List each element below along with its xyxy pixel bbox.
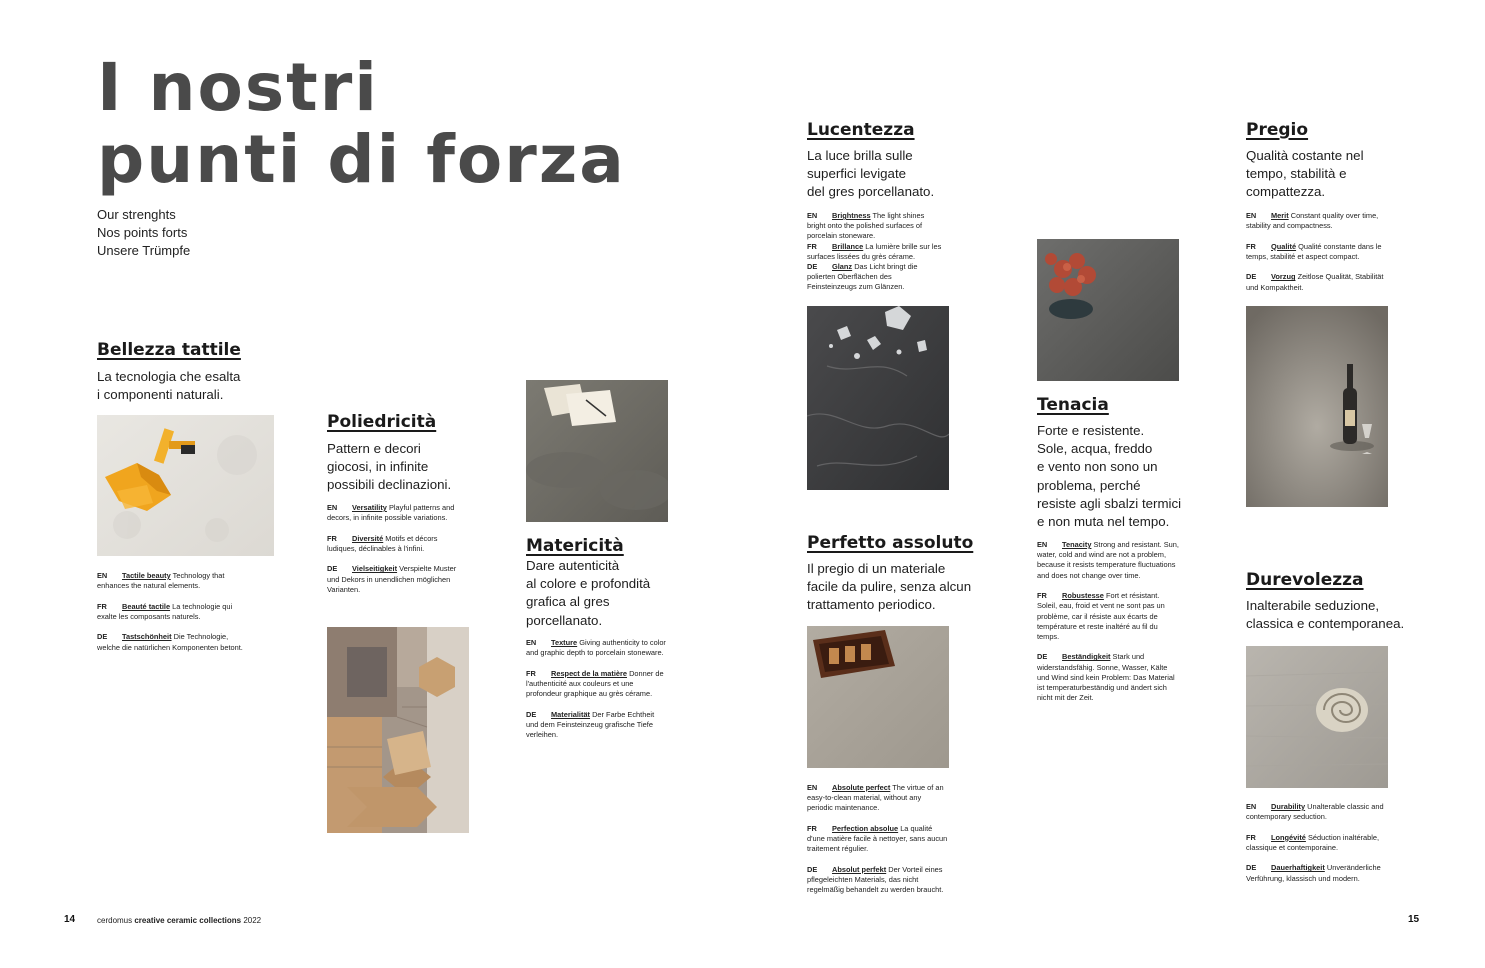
translation-term: Diversité — [352, 533, 384, 543]
translation-text: Constant quality over time, stability and compactness. — [1246, 211, 1379, 231]
translations-tenacia — [1037, 540, 1179, 714]
lead-line: e non muta nel tempo. — [1037, 514, 1170, 530]
translation-term: Durability — [1271, 802, 1306, 811]
translation-text: Playful patterns and decors, in infinite possible variations. — [327, 503, 455, 523]
language-code: FR — [807, 241, 817, 251]
translation-de — [526, 710, 668, 741]
translation-text: Motifs et décors ludiques, déclinables à l'infini. — [327, 533, 438, 553]
translation-fr — [327, 534, 469, 554]
lead-line: Sole, acqua, freddo — [1037, 441, 1153, 457]
translation-text: Die Technologie, welche die natürlichen Komponenten betont. — [97, 632, 243, 652]
photo-wooden-box — [807, 626, 949, 768]
translation-term: Merit — [1271, 211, 1289, 220]
translation-text: Qualité constante dans le temps, stabilité et aspect compact. — [1246, 241, 1382, 261]
lead-line: Dare autenticità — [526, 558, 620, 573]
translation-text: Strong and resistant. Sun, water, cold and wind are not a problem, because it resists temperature fluctuations and does not change over time. — [1037, 540, 1179, 580]
subtitle-de: Unsere Trümpfe — [97, 243, 191, 258]
section-lead — [1037, 422, 1227, 531]
translation-text: La technologie qui exalte les composants naturels. — [97, 601, 233, 621]
translations-lucentezza — [807, 211, 943, 293]
lead-line: i componenti naturali. — [97, 387, 224, 403]
translation-de — [807, 865, 949, 896]
translation-term: Respect de la matière — [551, 668, 627, 678]
translations-poliedricita — [327, 503, 469, 605]
translation-text: La lumière brille sur les surfaces lissées du grès cérame. — [807, 241, 942, 261]
language-code: EN — [807, 211, 818, 220]
translation-fr — [97, 602, 245, 622]
subtitle-fr: Nos points forts — [97, 225, 188, 240]
footer-brand: cerdomus — [97, 916, 133, 925]
translation-text: The light shines bright onto the polished surfaces of porcelain stoneware. — [807, 211, 925, 241]
page-title — [97, 49, 626, 198]
language-code: EN — [1037, 540, 1048, 549]
translation-text: The virtue of an easy-to-clean material, without any periodic maintenance. — [807, 783, 944, 813]
lead-line: Pattern e decori — [327, 441, 421, 456]
language-code: FR — [1246, 832, 1256, 842]
translation-term: Vielseitigkeit — [352, 564, 398, 574]
translation-term: Beständigkeit — [1062, 652, 1111, 662]
translation-en — [97, 571, 245, 591]
photo-crystals-stone — [807, 306, 949, 490]
lead-line: tempo, stabilità e — [1246, 166, 1347, 182]
translation-term: Materialität — [551, 709, 591, 719]
translation-fr — [807, 242, 943, 262]
language-code: DE — [807, 864, 818, 874]
section-lead — [97, 368, 287, 404]
translation-text: La qualité d'une matière facile à nettoyer, sans aucun traitement régulier. — [807, 823, 948, 854]
translation-text: Donner de l'authenticité aux couleurs et une profondeur graphique au grès cérame. — [526, 668, 664, 699]
lead-line: del gres porcellanato. — [807, 184, 935, 200]
translation-text: Fort et résistant. Soleil, eau, froid et vent ne sont pas un problème, car il résiste aux écarts de température et reste inaltéré au fil du temps. — [1037, 591, 1165, 641]
lead-line: e vento non sono un — [1037, 459, 1158, 475]
language-code: DE — [1246, 863, 1257, 873]
translation-term: Robustesse — [1062, 591, 1104, 601]
photo-stone-letter — [526, 380, 668, 522]
section-lead — [1246, 597, 1436, 633]
page-number-right: 15 — [1408, 914, 1420, 925]
translation-en — [807, 211, 943, 242]
translation-text: Stark und widerstandsfähig. Sonne, Wasser, Kälte und Wind sind kein Problem: Das Material ist temperaturbeständig und ändert sich nicht mit der Zeit. — [1037, 652, 1175, 703]
lead-line: giocosi, in infinite — [327, 459, 429, 475]
translation-de — [1246, 272, 1396, 292]
language-code: DE — [1246, 272, 1257, 282]
translation-term: Texture — [551, 638, 578, 647]
section-lead — [526, 557, 706, 630]
translations-durevolezza — [1246, 802, 1388, 894]
language-code: EN — [97, 571, 108, 580]
translation-de — [327, 564, 469, 595]
lead-line: Forte e resistente. — [1037, 423, 1145, 438]
section-lead — [807, 147, 997, 202]
lead-line: porcellanato. — [526, 612, 603, 628]
photo-ammonite-fossil — [1246, 646, 1388, 788]
lead-line: classica e contemporanea. — [1246, 616, 1405, 632]
translation-text: Zeitlose Qualität, Stabilität und Kompaktheit. — [1246, 272, 1384, 292]
translations-bellezza — [97, 571, 245, 663]
translation-en — [327, 503, 469, 523]
lead-line: grafica al gres — [526, 594, 610, 610]
lead-line: compattezza. — [1246, 184, 1326, 200]
section-lead — [807, 560, 997, 615]
lead-line: al colore e profondità — [526, 576, 651, 592]
translation-fr — [1246, 833, 1388, 853]
translation-en — [807, 783, 949, 814]
photo-wine-bottle — [1246, 306, 1388, 507]
footer-collection: creative ceramic collections — [134, 916, 242, 925]
lead-line: superfici levigate — [807, 166, 907, 182]
translation-term: Vorzug — [1271, 272, 1296, 282]
translation-text: Der Farbe Echtheit und dem Feinsteinzeug grafische Tiefe verleihen. — [526, 709, 655, 740]
lead-line: Il pregio di un materiale — [807, 561, 946, 576]
translation-term: Qualité — [1271, 241, 1297, 251]
section-heading: Perfetto assoluto — [807, 533, 974, 553]
section-heading: Poliedricità — [327, 412, 437, 432]
language-code: EN — [807, 783, 818, 792]
translation-fr — [807, 824, 949, 855]
title-line-1: I nostri — [97, 49, 379, 126]
translation-fr — [526, 669, 668, 700]
section-matericita — [526, 536, 706, 630]
footer-year: 2022 — [243, 916, 262, 925]
translation-text: Unveränderliche Verführung, klassisch und modern. — [1246, 863, 1381, 883]
subtitle-en: Our strenghts — [97, 207, 176, 222]
translation-de — [97, 632, 245, 652]
section-heading: Matericità — [526, 536, 624, 556]
translation-text: Das Licht bringt die polierten Oberflächen des Feinsteinzeugs zum Glänzen. — [807, 262, 918, 292]
translations-pregio — [1246, 211, 1396, 303]
translation-en — [526, 638, 668, 658]
lead-line: resiste agli sbalzi termici — [1037, 495, 1182, 511]
language-code: EN — [526, 638, 537, 647]
section-poliedricita — [327, 412, 507, 495]
section-heading: Lucentezza — [807, 120, 915, 140]
language-code: EN — [1246, 802, 1257, 811]
translation-text: Technology that enhances the natural elements. — [97, 571, 225, 591]
translation-term: Absolut perfekt — [832, 864, 887, 874]
lead-line: possibili declinazioni. — [327, 477, 452, 493]
language-code: DE — [1037, 652, 1048, 662]
section-pregio — [1246, 120, 1436, 202]
title-line-2: punti di forza — [97, 121, 626, 198]
photo-flower-stone — [1037, 239, 1179, 381]
section-heading: Tenacia — [1037, 395, 1109, 415]
lead-line: facile da pulire, senza alcun — [807, 579, 972, 595]
translation-term: Glanz — [832, 262, 853, 272]
language-code: FR — [1037, 591, 1047, 601]
language-code: DE — [97, 632, 108, 642]
translation-text: Der Vorteil eines pflegeleichten Materials, das nicht regelmäßig behandelt zu werden braucht. — [807, 864, 944, 895]
lead-line: La luce brilla sulle — [807, 148, 913, 163]
lead-line: trattamento periodico. — [807, 597, 936, 613]
section-lead — [1246, 147, 1436, 202]
translation-en — [1037, 540, 1179, 581]
translation-fr — [1037, 591, 1179, 642]
language-code: FR — [97, 601, 107, 611]
translation-text: Unalterable classic and contemporary seduction. — [1246, 802, 1384, 822]
section-heading: Bellezza tattile — [97, 340, 241, 360]
translation-term: Longévité — [1271, 832, 1306, 842]
lead-line: problema, perché — [1037, 477, 1141, 493]
photo-patterned-tiles — [327, 627, 469, 833]
translation-text: Giving authenticity to color and graphic depth to porcelain stoneware. — [526, 638, 666, 658]
translation-term: Dauerhaftigkeit — [1271, 863, 1325, 873]
translation-de — [807, 262, 943, 293]
translation-term: Brightness — [832, 211, 871, 220]
translation-term: Perfection absolue — [832, 823, 899, 833]
translation-term: Brillance — [832, 241, 864, 251]
section-lucentezza — [807, 120, 997, 202]
section-bellezza — [97, 340, 287, 404]
language-code: FR — [1246, 241, 1256, 251]
section-heading: Durevolezza — [1246, 570, 1364, 590]
lead-line: La tecnologia che esalta — [97, 369, 241, 384]
language-code: FR — [807, 823, 817, 833]
translation-en — [1246, 802, 1388, 822]
section-perfetto — [807, 533, 997, 615]
translation-term: Absolute perfect — [832, 783, 891, 792]
section-durevolezza — [1246, 570, 1436, 633]
translation-term: Versatility — [352, 503, 387, 512]
language-code: DE — [807, 262, 818, 272]
language-code: FR — [327, 533, 337, 543]
translation-text: Verspielte Muster und Dekors in unendlichen möglichen Varianten. — [327, 564, 457, 594]
photo-tactile-toys — [97, 415, 274, 556]
language-code: FR — [526, 668, 536, 678]
page-number-left: 14 — [64, 914, 76, 925]
translation-de — [1246, 863, 1388, 883]
translation-term: Tastschönheit — [122, 632, 172, 642]
language-code: DE — [526, 709, 537, 719]
footer-credits — [97, 916, 261, 925]
lead-line: Inalterabile seduzione, — [1246, 598, 1380, 613]
translation-term: Beauté tactile — [122, 601, 171, 611]
translation-en — [1246, 211, 1396, 231]
translations-perfetto — [807, 783, 949, 906]
lead-line: Qualità costante nel — [1246, 148, 1364, 163]
subtitle — [97, 206, 190, 260]
language-code: EN — [327, 503, 338, 512]
translation-text: Séduction inaltérable, classique et contemporaine. — [1246, 832, 1380, 852]
language-code: DE — [327, 564, 338, 574]
section-tenacia — [1037, 395, 1227, 531]
section-heading: Pregio — [1246, 120, 1309, 140]
language-code: EN — [1246, 211, 1257, 220]
translation-de — [1037, 652, 1179, 703]
translation-term: Tenacity — [1062, 540, 1092, 549]
translation-term: Tactile beauty — [122, 571, 171, 580]
section-lead — [327, 440, 507, 495]
translation-fr — [1246, 242, 1396, 262]
translations-matericita — [526, 638, 668, 751]
